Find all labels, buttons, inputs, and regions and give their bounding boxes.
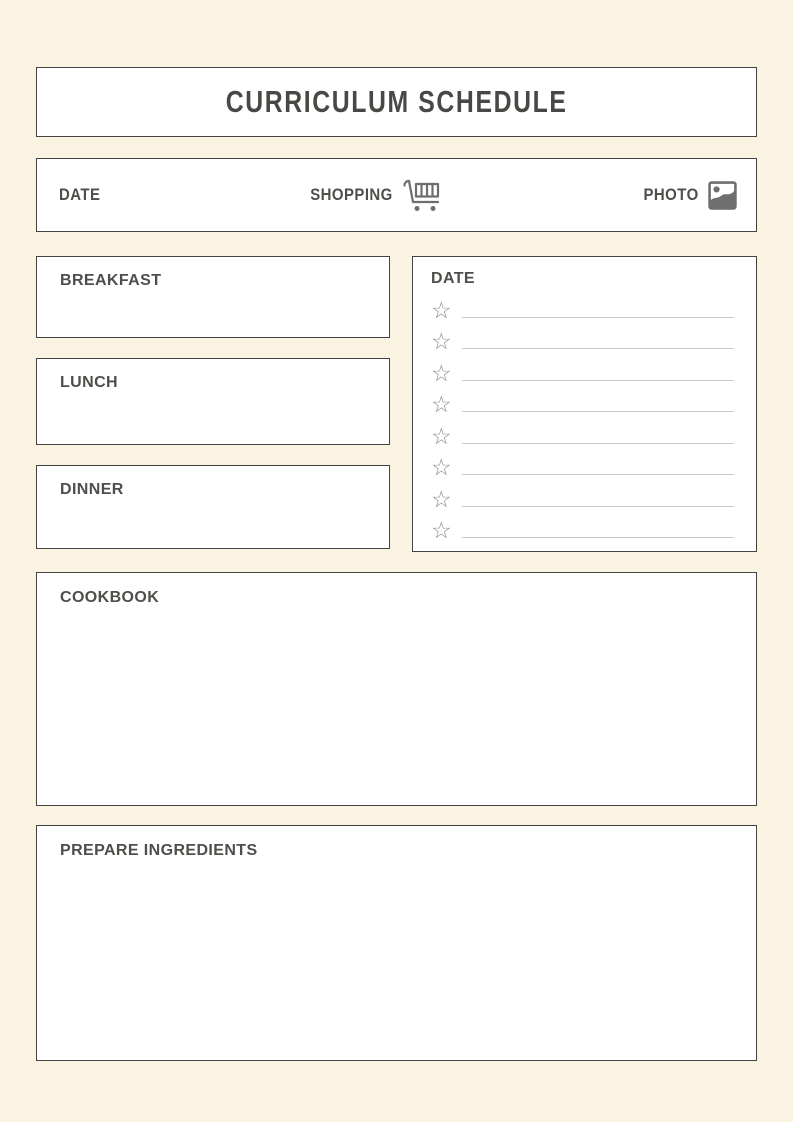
date-write-line[interactable] — [462, 506, 734, 507]
lunch-label: LUNCH — [60, 374, 118, 391]
date-row[interactable] — [431, 480, 734, 512]
breakfast-box[interactable] — [36, 256, 390, 338]
header-box — [36, 158, 757, 232]
title-box — [36, 67, 757, 137]
photo-image-icon — [707, 180, 738, 211]
date-row[interactable] — [431, 354, 734, 386]
prepare-ingredients-label: PREPARE INGREDIENTS — [60, 842, 258, 859]
header-date-group[interactable] — [59, 185, 106, 205]
date-row[interactable] — [431, 449, 734, 481]
cookbook-box[interactable] — [36, 572, 757, 806]
star-outline-icon: ☆ — [431, 486, 452, 513]
shopping-label: SHOPPING — [310, 185, 394, 204]
star-outline-icon: ☆ — [431, 423, 452, 450]
date-write-line[interactable] — [462, 411, 734, 412]
date-write-line[interactable] — [462, 380, 734, 381]
dinner-label: DINNER — [60, 481, 124, 498]
star-outline-icon: ☆ — [431, 297, 452, 324]
date-field-label: DATE — [59, 185, 101, 204]
date-write-line[interactable] — [462, 537, 734, 538]
dinner-box[interactable] — [36, 465, 390, 549]
date-write-line[interactable] — [462, 317, 734, 318]
lunch-box[interactable] — [36, 358, 390, 445]
star-outline-icon: ☆ — [431, 392, 452, 418]
photo-label: PHOTO — [643, 185, 699, 204]
star-outline-icon: ☆ — [431, 455, 452, 481]
date-row[interactable] — [431, 417, 734, 449]
shopping-cart-icon — [401, 177, 443, 213]
header-photo-group[interactable] — [636, 180, 738, 211]
breakfast-label: BREAKFAST — [60, 272, 162, 289]
date-row[interactable] — [431, 291, 734, 323]
date-row[interactable] — [431, 512, 734, 544]
cookbook-label: COOKBOOK — [60, 589, 160, 606]
date-row[interactable] — [431, 386, 734, 418]
prepare-ingredients-box[interactable] — [36, 825, 757, 1061]
page-title: CURRICULUM SCHEDULE — [225, 84, 568, 119]
star-outline-icon: ☆ — [431, 329, 452, 355]
star-outline-icon: ☆ — [431, 360, 452, 387]
date-checklist-box — [412, 256, 757, 552]
date-row[interactable] — [431, 323, 734, 355]
date-checklist-rows — [431, 291, 734, 543]
date-write-line[interactable] — [462, 348, 734, 349]
date-write-line[interactable] — [462, 443, 734, 444]
date-checklist-label: DATE — [431, 270, 475, 287]
header-shopping-group[interactable] — [299, 177, 443, 213]
star-outline-icon: ☆ — [431, 518, 452, 544]
date-write-line[interactable] — [462, 474, 734, 475]
